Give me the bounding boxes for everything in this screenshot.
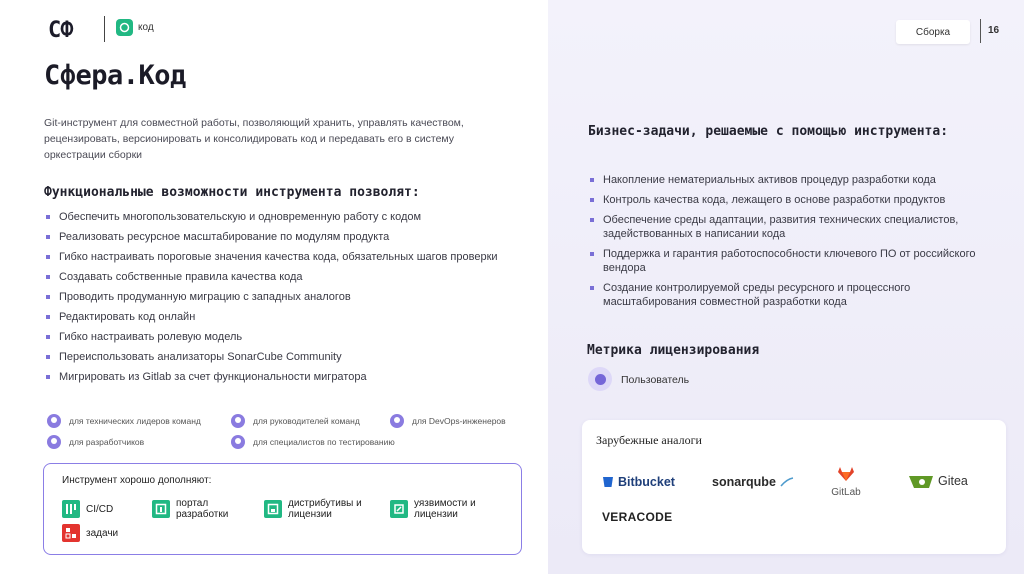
bitbucket-logo: Bitbucket [602,475,675,489]
user-icon [390,414,404,428]
audience-team-leads: для руководителей команд [231,414,360,428]
list-item: Переиспользовать анализаторы SonarCube Community [44,350,534,370]
complement-tasks: задачи [62,524,118,542]
kod-logo-label: код [138,22,154,33]
business-heading: Бизнес-задачи, решаемые с помощью инструмента: [588,124,949,139]
list-item: Создание контролируемой среды ресурсного и процессного масштабирования совместной разработки кода [588,281,988,309]
logo-divider [104,16,105,42]
tasks-icon [62,524,80,542]
licensing-heading: Метрика лицензирования [587,343,760,358]
business-list [588,173,988,315]
list-item: Редактировать код онлайн [44,310,534,330]
list-item: Создавать собственные правила качества кода [44,270,534,290]
audience-devops: для DevOps-инженеров [390,414,506,428]
gitlab-logo: GitLab [828,466,864,498]
page-number: 16 [988,25,1000,36]
complement-title: Инструмент хорошо дополняют: [62,475,212,486]
page-title: Сфера.Код [44,60,186,91]
features-list [44,210,534,390]
ci-cd-icon [62,500,80,518]
list-item: Контроль качества кода, лежащего в основе разработки продуктов [588,193,988,207]
licensing-value: Пользователь [621,374,690,386]
sf-logo: СФ [48,18,73,43]
page-number-divider [980,19,981,43]
list-item: Обеспечить многопользовательскую и одновременную работу с кодом [44,210,534,230]
list-item: Накопление нематериальных активов процедур разработки кода [588,173,988,187]
vulnerabilities-icon [390,500,408,518]
product-description: Git-инструмент для совместной работы, позволяющий хранить, управлять качеством, рецензировать, версионировать и консолидировать код и передавать его в систему оркестрации сборки [44,117,464,161]
audience-developers: для разработчиков [47,435,144,449]
kod-logo-icon [116,19,133,36]
complement-ci-cd: CI/CD [62,500,113,518]
list-item: Реализовать ресурсное масштабирование по модулям продукта [44,230,534,250]
build-button[interactable]: Сборка [896,20,970,44]
user-icon [47,435,61,449]
list-item: Мигрировать из Gitlab за счет функциональности мигратора [44,370,534,390]
complement-vulnerabilities: уязвимости и лицензии [390,498,510,520]
veracode-logo: VERACODE [602,510,673,524]
gitea-icon [908,472,934,490]
foreign-analogs-title: Зарубежные аналоги [596,433,702,447]
kod-logo [116,19,154,36]
complement-portal: портал разработки [152,498,247,520]
features-heading: Функциональные возможности инструмента позволят: [44,185,420,200]
distributives-icon [264,500,282,518]
complement-distributives: дистрибутивы и лицензии [264,498,376,520]
gitlab-icon [837,466,855,482]
list-item: Гибко настраивать ролевую модель [44,330,534,350]
gitea-logo: Gitea [908,472,968,490]
list-item: Гибко настраивать пороговые значения качества кода, обязательных шагов проверки [44,250,534,270]
list-item: Проводить продуманную миграцию с западных аналогов [44,290,534,310]
complement-box [43,463,522,555]
sonarqube-icon [780,477,794,487]
user-icon [231,435,245,449]
portal-icon [152,500,170,518]
audience-testers: для специалистов по тестированию [231,435,395,449]
user-icon [47,414,61,428]
user-icon [231,414,245,428]
user-icon [588,367,612,391]
list-item: Обеспечение среды адаптации, развития технических специалистов, задействованных в написании кода [588,213,988,241]
audience-tech-leads: для технических лидеров команд [47,414,201,428]
sonarqube-logo: sonarqube [712,475,794,489]
foreign-analogs-card [582,420,1006,554]
list-item: Поддержка и гарантия работоспособности ключевого ПО от российского вендора [588,247,988,275]
bitbucket-icon [602,476,614,488]
